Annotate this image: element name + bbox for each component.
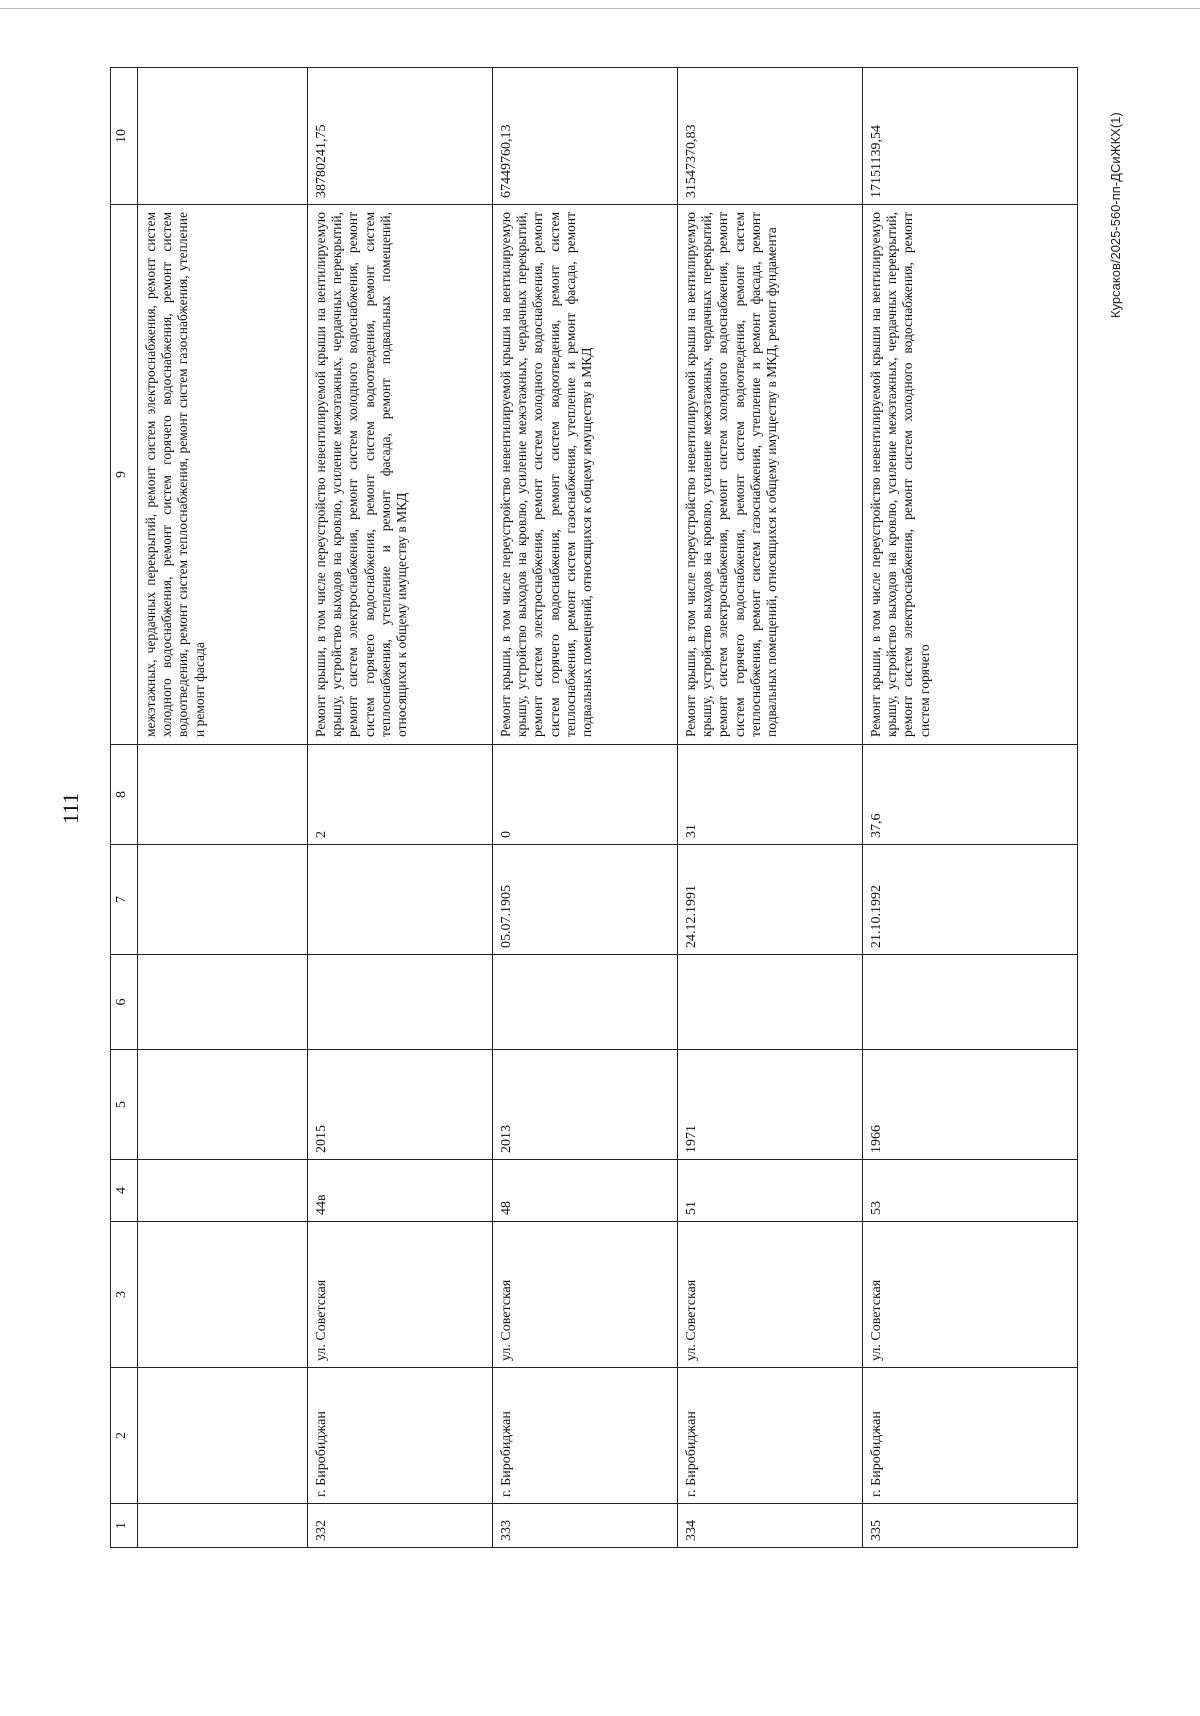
street-cell: ул. Советская <box>493 1222 678 1368</box>
date-cell: 24.12.1991 <box>678 845 863 955</box>
header-cell: 3 <box>111 1222 138 1368</box>
house-cell: 53 <box>863 1160 1078 1222</box>
cost-cell: 31547370,83 <box>678 68 863 205</box>
date-cell <box>308 845 493 955</box>
cost-cell: 17151139,54 <box>863 68 1078 205</box>
page-top-edge <box>0 8 1200 9</box>
street-cell: ул. Советская <box>678 1222 863 1368</box>
row-number: 334 <box>678 1504 863 1548</box>
row-number <box>138 1504 308 1548</box>
row-number: 335 <box>863 1504 1078 1548</box>
cost-cell <box>138 68 308 205</box>
col8-cell <box>138 745 308 845</box>
year-cell: 1966 <box>863 1050 1078 1160</box>
row-number: 332 <box>308 1504 493 1548</box>
col6-cell <box>493 955 678 1050</box>
works-cell: Ремонт крыши, в том числе переустройство невентилируемой крыши на вентилируемую крышу, устройство выходов на кровлю, усиление межэтажных, чердачных перекрытий, ремонт систем электроснабжения, ремонт систем холодного водоснабжения, ремонт систем горячего <box>863 205 1078 745</box>
street-cell <box>138 1222 308 1368</box>
col6-cell <box>863 955 1078 1050</box>
col6-cell <box>138 955 308 1050</box>
table-row <box>678 68 863 1548</box>
works-cell: Ремонт крыши, в том числе переустройство невентилируемой крыши на вентилируемую крышу, устройство выходов на кровлю, усиление межэтажных, чердачных перекрытий, ремонт систем электроснабжения, ремонт систем холодного водоснабжения, ремонт систем горячего водоснабжения, ремонт систем водоотведения, ремонт систем теплоснабжения, ремонт систем газоснабжения, утепление и ремонт фасада, ремонт подвальных помещений, относящихся к общему имуществу в МКД <box>493 205 678 745</box>
document-id: Курсаков/2025-560-пп-ДСиЖКХ(1) <box>1108 112 1123 318</box>
col6-cell <box>308 955 493 1050</box>
cost-cell: 67449760,13 <box>493 68 678 205</box>
street-cell: ул. Советская <box>863 1222 1078 1368</box>
city-cell <box>138 1368 308 1504</box>
col8-cell: 2 <box>308 745 493 845</box>
header-cell: 6 <box>111 955 138 1050</box>
year-cell: 2015 <box>308 1050 493 1160</box>
table-row <box>138 68 308 1548</box>
street-cell: ул. Советская <box>308 1222 493 1368</box>
header-cell: 4 <box>111 1160 138 1222</box>
year-cell: 1971 <box>678 1050 863 1160</box>
house-cell: 51 <box>678 1160 863 1222</box>
city-cell: г. Биробиджан <box>678 1368 863 1504</box>
house-cell: 44в <box>308 1160 493 1222</box>
city-cell: г. Биробиджан <box>493 1368 678 1504</box>
city-cell: г. Биробиджан <box>863 1368 1078 1504</box>
header-cell: 9 <box>111 205 138 745</box>
col6-cell <box>678 955 863 1050</box>
house-cell <box>138 1160 308 1222</box>
header-cell: 10 <box>111 68 138 205</box>
col8-cell: 31 <box>678 745 863 845</box>
page-number: 111 <box>58 792 83 824</box>
date-cell <box>138 845 308 955</box>
year-cell <box>138 1050 308 1160</box>
cost-cell: 38780241,75 <box>308 68 493 205</box>
year-cell: 2013 <box>493 1050 678 1160</box>
col8-cell: 37,6 <box>863 745 1078 845</box>
works-cell: Ремонт крыши, в том числе переустройство невентилируемой крыши на вентилируемую крышу, устройство выходов на кровлю, усиление межэтажных, чердачных перекрытий, ремонт систем электроснабжения, ремонт систем холодного водоснабжения, ремонт систем горячего водоснабжения, ремонт систем водоотведения, ремонт систем теплоснабжения, ремонт систем газоснабжения, утепление и ремонт фасада, ремонт подвальных помещений, относящихся к общему имуществу в МКД, ремонт фундамента <box>678 205 863 745</box>
works-cell: Ремонт крыши, в том числе переустройство невентилируемой крыши на вентилируемую крышу, устройство выходов на кровлю, усиление межэтажных, чердачных перекрытий, ремонт систем электроснабжения, ремонт систем холодного водоснабжения, ремонт систем горячего водоснабжения, ремонт систем водоотведения, ремонт систем теплоснабжения, утепление и ремонт фасада, ремонт подвальных помещений, относящихся к общему имуществу в МКД <box>308 205 493 745</box>
header-cell: 8 <box>111 745 138 845</box>
date-cell: 05.07.1905 <box>493 845 678 955</box>
table-row <box>308 68 493 1548</box>
table-row <box>493 68 678 1548</box>
repair-program-table <box>110 67 1078 1548</box>
header-cell: 1 <box>111 1504 138 1548</box>
col8-cell: 0 <box>493 745 678 845</box>
header-cell: 5 <box>111 1050 138 1160</box>
date-cell: 21.10.1992 <box>863 845 1078 955</box>
works-cell: межэтажных, чердачных перекрытий, ремонт систем электроснабжения, ремонт систем холодного водоснабжения, ремонт систем горячего водоснабжения, ремонт систем водоотведения, ремонт систем теплоснабжения, ремонт систем газоснабжения, утепление и ремонт фасада <box>138 205 308 745</box>
house-cell: 48 <box>493 1160 678 1222</box>
city-cell: г. Биробиджан <box>308 1368 493 1504</box>
header-cell: 2 <box>111 1368 138 1504</box>
table-row <box>863 68 1078 1548</box>
header-cell: 7 <box>111 845 138 955</box>
row-number: 333 <box>493 1504 678 1548</box>
rotated-table-container <box>110 68 1058 1548</box>
header-row <box>111 68 138 1548</box>
